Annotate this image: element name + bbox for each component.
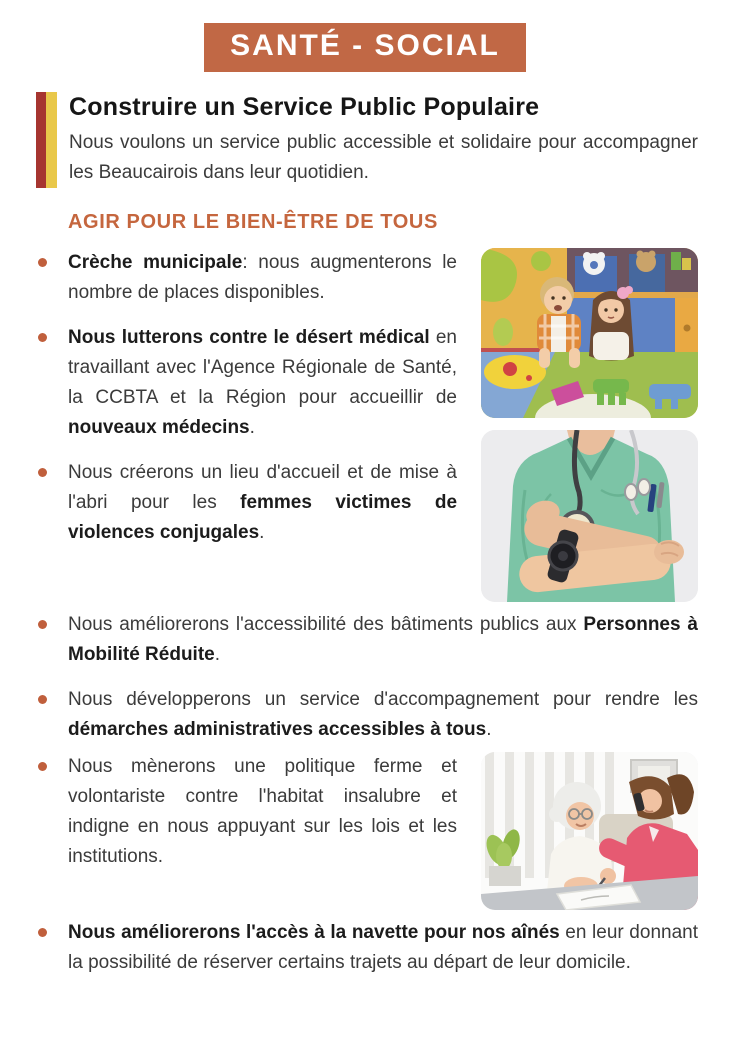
bullet-dot-icon	[38, 468, 47, 477]
title-section	[36, 92, 698, 188]
bullet-block-top	[36, 248, 698, 745]
bullet-item	[36, 458, 698, 548]
bullet-dot-icon	[38, 258, 47, 267]
flag-red-stripe	[36, 92, 46, 188]
flag-accent-bar	[36, 92, 57, 188]
bullet-text: .	[214, 644, 221, 665]
bullet-text: Nous créerons un lieu d'accueil et de mise à l'abri pour les	[68, 462, 457, 513]
bullet-text: démarches administratives accessibles à tous	[68, 719, 487, 740]
bullet-text: en travaillant avec l'Agence Régionale de Santé, la CCBTA et la Région pour accueillir de	[68, 327, 457, 408]
bullet-item	[36, 752, 698, 872]
bullet-item	[36, 610, 698, 670]
bullet-text: Nous mènerons une politique ferme et volontariste contre l'habitat insalubre et indigne en nous appuyant sur les lois et les institutions.	[68, 756, 457, 867]
bullet-dot-icon	[38, 695, 47, 704]
bullet-dot-icon	[38, 620, 47, 629]
bullet-text: .	[486, 719, 492, 740]
bullet-dot-icon	[38, 333, 47, 342]
bullet-item	[36, 918, 698, 978]
bullet-text: Nous améliorerons l'accès à la navette pour nos aînés	[68, 922, 560, 943]
bullet-text: .	[259, 522, 265, 543]
bullet-text: .	[249, 417, 255, 438]
flag-yellow-stripe	[46, 92, 57, 188]
bullet-dot-icon	[38, 762, 47, 771]
page-subtitle: Nous voulons un service public accessible et solidaire pour accompagner les Beaucairois dans leur quotidien.	[69, 132, 698, 183]
bullet-dot-icon	[38, 928, 47, 937]
flyer-page	[0, 23, 730, 1047]
bullet-item	[36, 248, 698, 308]
bullet-text: : nous augmenterons le nombre de places disponibles.	[68, 252, 458, 303]
bullet-item	[36, 323, 698, 443]
bullet-text: Nous lutterons contre le désert médical	[68, 327, 430, 348]
bullet-text: Nous développerons un service d'accompagnement pour rendre les	[68, 689, 698, 710]
bullet-text: Personnes à Mobilité Réduite	[68, 614, 699, 665]
bullet-text: Nous améliorerons l'accessibilité des bâtiments publics aux	[68, 614, 584, 635]
bullet-list-top	[36, 248, 698, 745]
bullet-text: en leur donnant la possibilité de réserver certains trajets au départ de leur domicile.	[68, 922, 698, 973]
bullet-list-bottom	[36, 752, 698, 978]
bullet-item	[36, 685, 698, 745]
section-banner	[204, 23, 526, 72]
page-title: Construire un Service Public Populaire	[69, 93, 540, 121]
section-banner-label: SANTÉ - SOCIAL	[230, 29, 500, 62]
bullet-block-bottom	[36, 752, 698, 978]
bullet-text: Crèche municipale	[68, 252, 243, 273]
bullet-text: nouveaux médecins	[68, 417, 250, 438]
section-heading: AGIR POUR LE BIEN-ÊTRE DE TOUS	[68, 211, 438, 233]
bullet-text: femmes victimes de violences conjugales	[68, 492, 458, 543]
